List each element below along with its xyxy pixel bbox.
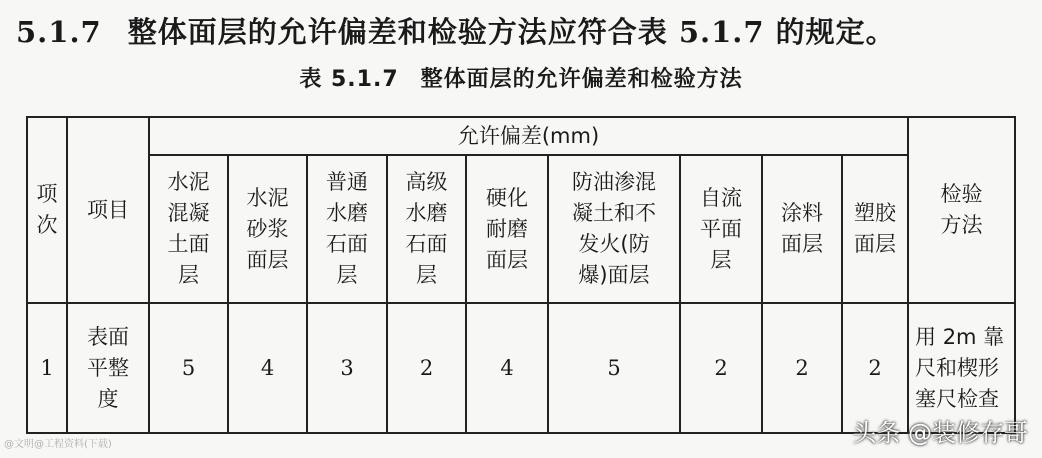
row-index: 1 [27, 303, 67, 433]
header-item: 项目 [67, 117, 149, 303]
row-method: 用 2m 靠尺和楔形塞尺检查 [908, 303, 1015, 433]
value-cell: 2 [680, 303, 762, 433]
column-header: 水泥混凝土面层 [149, 155, 228, 303]
watermark: 头条 @装修存哥 [852, 419, 1028, 447]
column-header: 高级水磨石面层 [387, 155, 466, 303]
source-watermark: @文明@工程资料(下载) [4, 439, 112, 450]
table-caption-label: 表 5.1.7 [299, 67, 399, 92]
value-cell: 2 [387, 303, 466, 433]
column-header: 普通水磨石面层 [307, 155, 387, 303]
column-header: 防油渗混凝土和不发火(防爆)面层 [548, 155, 680, 303]
value-cell: 5 [149, 303, 228, 433]
table-caption-text: 整体面层的允许偏差和检验方法 [420, 67, 743, 92]
value-cell: 4 [228, 303, 307, 433]
section-heading [16, 10, 1036, 51]
value-cell: 5 [548, 303, 680, 433]
header-method: 检验方法 [908, 117, 1015, 303]
value-cell: 2 [842, 303, 908, 433]
table-caption [0, 62, 1042, 93]
column-header: 塑胶面层 [842, 155, 908, 303]
header-allowed-deviation: 允许偏差(mm) [149, 117, 908, 155]
column-header: 涂料面层 [762, 155, 842, 303]
value-cell: 2 [762, 303, 842, 433]
section-number: 5.1.7 [16, 15, 102, 49]
tolerance-table [26, 116, 1016, 434]
column-header: 自流平面层 [680, 155, 762, 303]
column-header: 水泥砂浆面层 [228, 155, 307, 303]
value-cell: 4 [466, 303, 548, 433]
value-cell: 3 [307, 303, 387, 433]
header-index: 项次 [27, 117, 67, 303]
row-item: 表面平整度 [67, 303, 149, 433]
column-header: 硬化耐磨面层 [466, 155, 548, 303]
section-text: 整体面层的允许偏差和检验方法应符合表 5.1.7 的规定。 [127, 15, 896, 49]
